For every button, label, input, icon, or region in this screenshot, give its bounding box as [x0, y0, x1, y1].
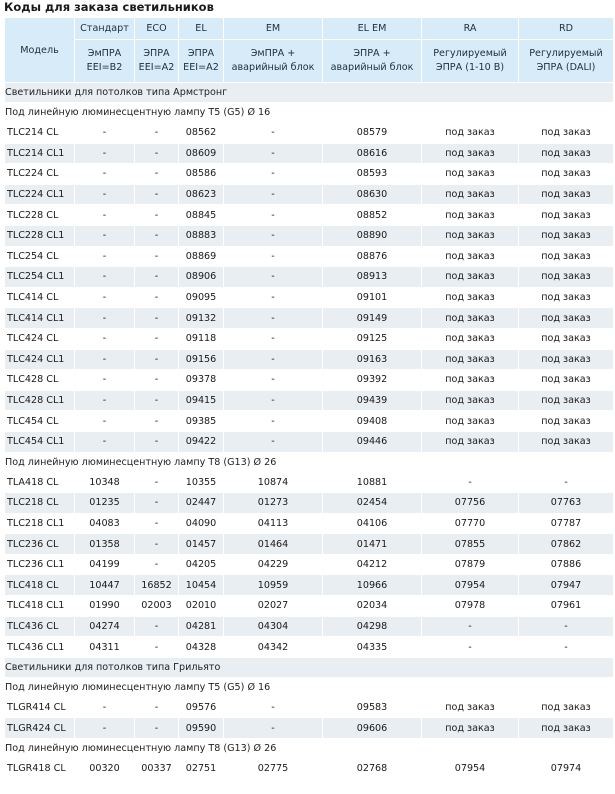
code-cell: 08890: [323, 225, 422, 246]
code-cell: -: [75, 411, 135, 432]
code-cell: 01457: [179, 534, 224, 555]
table-row: [5, 390, 614, 411]
code-cell: 08883: [179, 225, 224, 246]
code-cell: -: [135, 308, 179, 329]
code-cell: -: [75, 123, 135, 144]
header-code-ra: RA: [422, 18, 519, 40]
model-cell: TLC424 CL1: [5, 349, 75, 370]
header-code-rd: RD: [519, 18, 614, 40]
code-cell: -: [224, 370, 323, 391]
code-cell: 08623: [179, 184, 224, 205]
code-cell: под заказ: [422, 411, 519, 432]
model-cell: TLC414 CL1: [5, 308, 75, 329]
code-cell: 04328: [179, 637, 224, 658]
code-cell: 10881: [323, 472, 422, 493]
code-cell: 09408: [323, 411, 422, 432]
code-cell: -: [224, 225, 323, 246]
model-cell: TLC218 CL: [5, 493, 75, 514]
section-heading-row: [5, 657, 614, 677]
code-cell: -: [135, 328, 179, 349]
model-cell: TLC214 CL1: [5, 143, 75, 164]
header-desc-eco: ЭПРА EEI=A2: [135, 40, 179, 83]
model-cell: TLC224 CL1: [5, 184, 75, 205]
section-heading: Светильники для потолков типа Грильято: [5, 657, 614, 677]
model-cell: TLGR424 CL: [5, 718, 75, 739]
code-cell: -: [135, 554, 179, 575]
header-row-descriptions: [5, 40, 614, 83]
model-cell: TLC218 CL1: [5, 513, 75, 534]
code-cell: под заказ: [519, 246, 614, 267]
table-row: [5, 431, 614, 452]
header-code-el: EL: [179, 18, 224, 40]
code-cell: 01235: [75, 493, 135, 514]
header-desc-standard: ЭмПРА EEI=B2: [75, 40, 135, 83]
code-cell: 08876: [323, 246, 422, 267]
code-cell: под заказ: [519, 370, 614, 391]
table-row: [5, 225, 614, 246]
code-cell: под заказ: [422, 328, 519, 349]
code-cell: -: [422, 616, 519, 637]
header-desc-em: ЭмПРА + аварийный блок: [224, 40, 323, 83]
code-cell: 04229: [224, 554, 323, 575]
code-cell: 08913: [323, 267, 422, 288]
model-cell: TLC454 CL: [5, 411, 75, 432]
code-cell: -: [422, 637, 519, 658]
code-cell: под заказ: [422, 431, 519, 452]
code-cell: под заказ: [422, 267, 519, 288]
code-cell: 07862: [519, 534, 614, 555]
page-title: Коды для заказа светильников: [4, 0, 214, 14]
code-cell: 08616: [323, 143, 422, 164]
code-cell: -: [135, 616, 179, 637]
code-cell: -: [224, 123, 323, 144]
code-cell: 07954: [422, 759, 519, 780]
code-cell: под заказ: [422, 370, 519, 391]
code-cell: 09415: [179, 390, 224, 411]
code-cell: 04298: [323, 616, 422, 637]
code-cell: под заказ: [519, 697, 614, 718]
code-cell: под заказ: [422, 205, 519, 226]
code-cell: -: [135, 718, 179, 739]
code-cell: -: [135, 164, 179, 185]
code-cell: -: [135, 143, 179, 164]
code-cell: -: [224, 205, 323, 226]
code-cell: 09576: [179, 697, 224, 718]
code-cell: -: [75, 225, 135, 246]
table-row: [5, 411, 614, 432]
code-cell: 04106: [323, 513, 422, 534]
code-cell: 09422: [179, 431, 224, 452]
code-cell: -: [75, 349, 135, 370]
code-cell: под заказ: [519, 225, 614, 246]
model-cell: TLC214 CL: [5, 123, 75, 144]
code-cell: под заказ: [422, 184, 519, 205]
code-cell: 07879: [422, 554, 519, 575]
code-cell: -: [224, 697, 323, 718]
model-cell: TLC224 CL: [5, 164, 75, 185]
code-cell: -: [224, 390, 323, 411]
header-code-el-em: EL EM: [323, 18, 422, 40]
code-cell: -: [224, 431, 323, 452]
table-row: [5, 328, 614, 349]
code-cell: 02447: [179, 493, 224, 514]
code-cell: 09101: [323, 287, 422, 308]
header-desc-rd: Регулируемый ЭПРА (DALI): [519, 40, 614, 83]
code-cell: -: [135, 472, 179, 493]
code-cell: под заказ: [519, 390, 614, 411]
code-cell: 08609: [179, 143, 224, 164]
table-row: [5, 246, 614, 267]
table-row: [5, 718, 614, 739]
code-cell: 09583: [323, 697, 422, 718]
model-cell: TLGR414 CL: [5, 697, 75, 718]
header-desc-el-em: ЭПРА + аварийный блок: [323, 40, 422, 83]
code-cell: под заказ: [422, 308, 519, 329]
code-cell: 08593: [323, 164, 422, 185]
subsection-heading: Под линейную люминесцентную лампу T8 (G13) Ø 26: [5, 739, 614, 759]
code-cell: -: [75, 431, 135, 452]
code-cell: 09378: [179, 370, 224, 391]
model-cell: TLC254 CL: [5, 246, 75, 267]
table-row: [5, 267, 614, 288]
table-row: [5, 513, 614, 534]
code-cell: под заказ: [422, 164, 519, 185]
code-cell: -: [135, 287, 179, 308]
code-cell: 08869: [179, 246, 224, 267]
table-row: [5, 143, 614, 164]
code-cell: -: [224, 184, 323, 205]
model-cell: TLC236 CL: [5, 534, 75, 555]
header-model: Модель: [5, 18, 75, 83]
code-cell: под заказ: [422, 390, 519, 411]
code-cell: -: [224, 267, 323, 288]
table-row: [5, 287, 614, 308]
code-cell: 09156: [179, 349, 224, 370]
table-row: [5, 616, 614, 637]
code-cell: 16852: [135, 575, 179, 596]
code-cell: под заказ: [422, 246, 519, 267]
code-cell: 07787: [519, 513, 614, 534]
code-cell: 10454: [179, 575, 224, 596]
code-cell: -: [135, 431, 179, 452]
code-cell: 10447: [75, 575, 135, 596]
model-cell: TLC454 CL1: [5, 431, 75, 452]
model-cell: TLC418 CL1: [5, 596, 75, 617]
code-cell: -: [135, 697, 179, 718]
model-cell: TLA418 CL: [5, 472, 75, 493]
code-cell: 00320: [75, 759, 135, 780]
model-cell: TLC436 CL1: [5, 637, 75, 658]
model-cell: TLC228 CL: [5, 205, 75, 226]
code-cell: -: [135, 225, 179, 246]
code-cell: под заказ: [519, 349, 614, 370]
code-cell: 07756: [422, 493, 519, 514]
code-cell: -: [519, 637, 614, 658]
code-cell: 01273: [224, 493, 323, 514]
code-cell: 01358: [75, 534, 135, 555]
code-cell: 10874: [224, 472, 323, 493]
table-row: [5, 370, 614, 391]
header-desc-ra: Регулируемый ЭПРА (1-10 В): [422, 40, 519, 83]
model-cell: TLC414 CL: [5, 287, 75, 308]
code-cell: 08906: [179, 267, 224, 288]
table-row: [5, 697, 614, 718]
subsection-heading: Под линейную люминесцентную лампу T8 (G13) Ø 26: [5, 452, 614, 472]
table-row: [5, 596, 614, 617]
code-cell: под заказ: [519, 123, 614, 144]
code-cell: -: [135, 123, 179, 144]
code-cell: 07978: [422, 596, 519, 617]
code-cell: -: [75, 184, 135, 205]
subsection-heading-row: [5, 452, 614, 472]
code-cell: 10348: [75, 472, 135, 493]
code-cell: 04113: [224, 513, 323, 534]
code-cell: 07947: [519, 575, 614, 596]
code-cell: 02751: [179, 759, 224, 780]
code-cell: -: [75, 328, 135, 349]
code-cell: 07974: [519, 759, 614, 780]
table-row: [5, 759, 614, 780]
code-cell: -: [75, 308, 135, 329]
table-row: [5, 637, 614, 658]
code-cell: 08562: [179, 123, 224, 144]
code-cell: -: [224, 349, 323, 370]
code-cell: 07855: [422, 534, 519, 555]
model-cell: TLC436 CL: [5, 616, 75, 637]
code-cell: 09606: [323, 718, 422, 739]
code-cell: 01990: [75, 596, 135, 617]
header-desc-el: ЭПРА EEI=A2: [179, 40, 224, 83]
code-cell: -: [75, 697, 135, 718]
subsection-heading: Под линейную люминесцентную лампу T5 (G5) Ø 16: [5, 677, 614, 697]
code-cell: под заказ: [422, 225, 519, 246]
code-cell: 09439: [323, 390, 422, 411]
model-cell: TLC418 CL: [5, 575, 75, 596]
table-row: [5, 534, 614, 555]
code-cell: 01471: [323, 534, 422, 555]
section-heading: Светильники для потолков типа Армстронг: [5, 83, 614, 103]
code-cell: 04212: [323, 554, 422, 575]
code-cell: -: [224, 143, 323, 164]
code-cell: 04199: [75, 554, 135, 575]
table-row: [5, 575, 614, 596]
model-cell: TLC424 CL: [5, 328, 75, 349]
code-cell: -: [135, 205, 179, 226]
table-row: [5, 164, 614, 185]
subsection-heading-row: [5, 677, 614, 697]
code-cell: 02454: [323, 493, 422, 514]
subsection-heading-row: [5, 739, 614, 759]
code-cell: 09392: [323, 370, 422, 391]
code-cell: -: [135, 267, 179, 288]
code-cell: -: [75, 246, 135, 267]
table-row: [5, 308, 614, 329]
code-cell: 01464: [224, 534, 323, 555]
section-heading-row: [5, 83, 614, 103]
code-cell: -: [224, 246, 323, 267]
code-cell: -: [135, 513, 179, 534]
model-cell: TLC228 CL1: [5, 225, 75, 246]
table-row: [5, 554, 614, 575]
code-cell: 07961: [519, 596, 614, 617]
code-cell: 02034: [323, 596, 422, 617]
code-cell: 04205: [179, 554, 224, 575]
code-cell: под заказ: [422, 143, 519, 164]
code-cell: -: [135, 246, 179, 267]
code-cell: -: [422, 472, 519, 493]
code-cell: -: [135, 349, 179, 370]
code-cell: под заказ: [422, 123, 519, 144]
code-cell: -: [224, 308, 323, 329]
code-cell: 09125: [323, 328, 422, 349]
code-cell: -: [135, 493, 179, 514]
code-cell: 02027: [224, 596, 323, 617]
code-cell: 07886: [519, 554, 614, 575]
code-cell: -: [224, 287, 323, 308]
code-cell: -: [135, 184, 179, 205]
code-cell: 08586: [179, 164, 224, 185]
code-cell: -: [75, 205, 135, 226]
code-cell: 09590: [179, 718, 224, 739]
code-cell: под заказ: [422, 287, 519, 308]
model-cell: TLC236 CL1: [5, 554, 75, 575]
model-cell: TLC254 CL1: [5, 267, 75, 288]
code-cell: -: [75, 143, 135, 164]
code-cell: 07763: [519, 493, 614, 514]
table-row: [5, 493, 614, 514]
code-cell: под заказ: [519, 328, 614, 349]
code-cell: под заказ: [519, 308, 614, 329]
code-cell: под заказ: [519, 431, 614, 452]
code-cell: 08845: [179, 205, 224, 226]
code-cell: 04090: [179, 513, 224, 534]
code-cell: 04335: [323, 637, 422, 658]
code-cell: 02775: [224, 759, 323, 780]
header-row-codes: [5, 18, 614, 40]
code-cell: -: [75, 287, 135, 308]
code-cell: -: [135, 637, 179, 658]
code-cell: 08579: [323, 123, 422, 144]
code-cell: -: [135, 390, 179, 411]
code-cell: 02768: [323, 759, 422, 780]
code-cell: -: [75, 267, 135, 288]
code-cell: под заказ: [422, 718, 519, 739]
code-cell: -: [519, 616, 614, 637]
code-cell: 09095: [179, 287, 224, 308]
code-cell: -: [224, 328, 323, 349]
code-cell: 09446: [323, 431, 422, 452]
code-cell: 02003: [135, 596, 179, 617]
subsection-heading-row: [5, 103, 614, 123]
code-cell: под заказ: [519, 287, 614, 308]
code-cell: -: [135, 370, 179, 391]
header-code-eco: ECO: [135, 18, 179, 40]
table-row: [5, 123, 614, 144]
code-cell: под заказ: [519, 143, 614, 164]
code-cell: под заказ: [519, 164, 614, 185]
model-cell: TLC428 CL: [5, 370, 75, 391]
code-cell: 00337: [135, 759, 179, 780]
subsection-heading: Под линейную люминесцентную лампу T5 (G5) Ø 16: [5, 103, 614, 123]
order-codes-table: [4, 17, 614, 780]
table-row: [5, 184, 614, 205]
code-cell: -: [519, 472, 614, 493]
code-cell: 04083: [75, 513, 135, 534]
table-row: [5, 349, 614, 370]
code-cell: под заказ: [519, 205, 614, 226]
code-cell: 10966: [323, 575, 422, 596]
code-cell: под заказ: [519, 184, 614, 205]
code-cell: под заказ: [422, 697, 519, 718]
code-cell: 10959: [224, 575, 323, 596]
code-cell: под заказ: [422, 349, 519, 370]
code-cell: 04304: [224, 616, 323, 637]
table-body: [5, 83, 614, 780]
model-cell: TLGR418 CL: [5, 759, 75, 780]
code-cell: -: [75, 370, 135, 391]
code-cell: 08852: [323, 205, 422, 226]
header-code-em: EM: [224, 18, 323, 40]
code-cell: 09132: [179, 308, 224, 329]
table-row: [5, 205, 614, 226]
code-cell: 09149: [323, 308, 422, 329]
code-cell: 10355: [179, 472, 224, 493]
code-cell: -: [224, 411, 323, 432]
code-cell: -: [75, 164, 135, 185]
code-cell: -: [75, 718, 135, 739]
code-cell: 08630: [323, 184, 422, 205]
code-cell: под заказ: [519, 267, 614, 288]
code-cell: 04274: [75, 616, 135, 637]
code-cell: под заказ: [519, 718, 614, 739]
code-cell: -: [75, 390, 135, 411]
model-cell: TLC428 CL1: [5, 390, 75, 411]
code-cell: 02010: [179, 596, 224, 617]
code-cell: 09163: [323, 349, 422, 370]
code-cell: 09118: [179, 328, 224, 349]
code-cell: 07770: [422, 513, 519, 534]
code-cell: 09385: [179, 411, 224, 432]
header-code-standard: Стандарт: [75, 18, 135, 40]
table-row: [5, 472, 614, 493]
code-cell: под заказ: [519, 411, 614, 432]
code-cell: 04342: [224, 637, 323, 658]
code-cell: 04281: [179, 616, 224, 637]
code-cell: -: [135, 534, 179, 555]
code-cell: 07954: [422, 575, 519, 596]
code-cell: -: [224, 164, 323, 185]
code-cell: 04311: [75, 637, 135, 658]
code-cell: -: [224, 718, 323, 739]
code-cell: -: [135, 411, 179, 432]
